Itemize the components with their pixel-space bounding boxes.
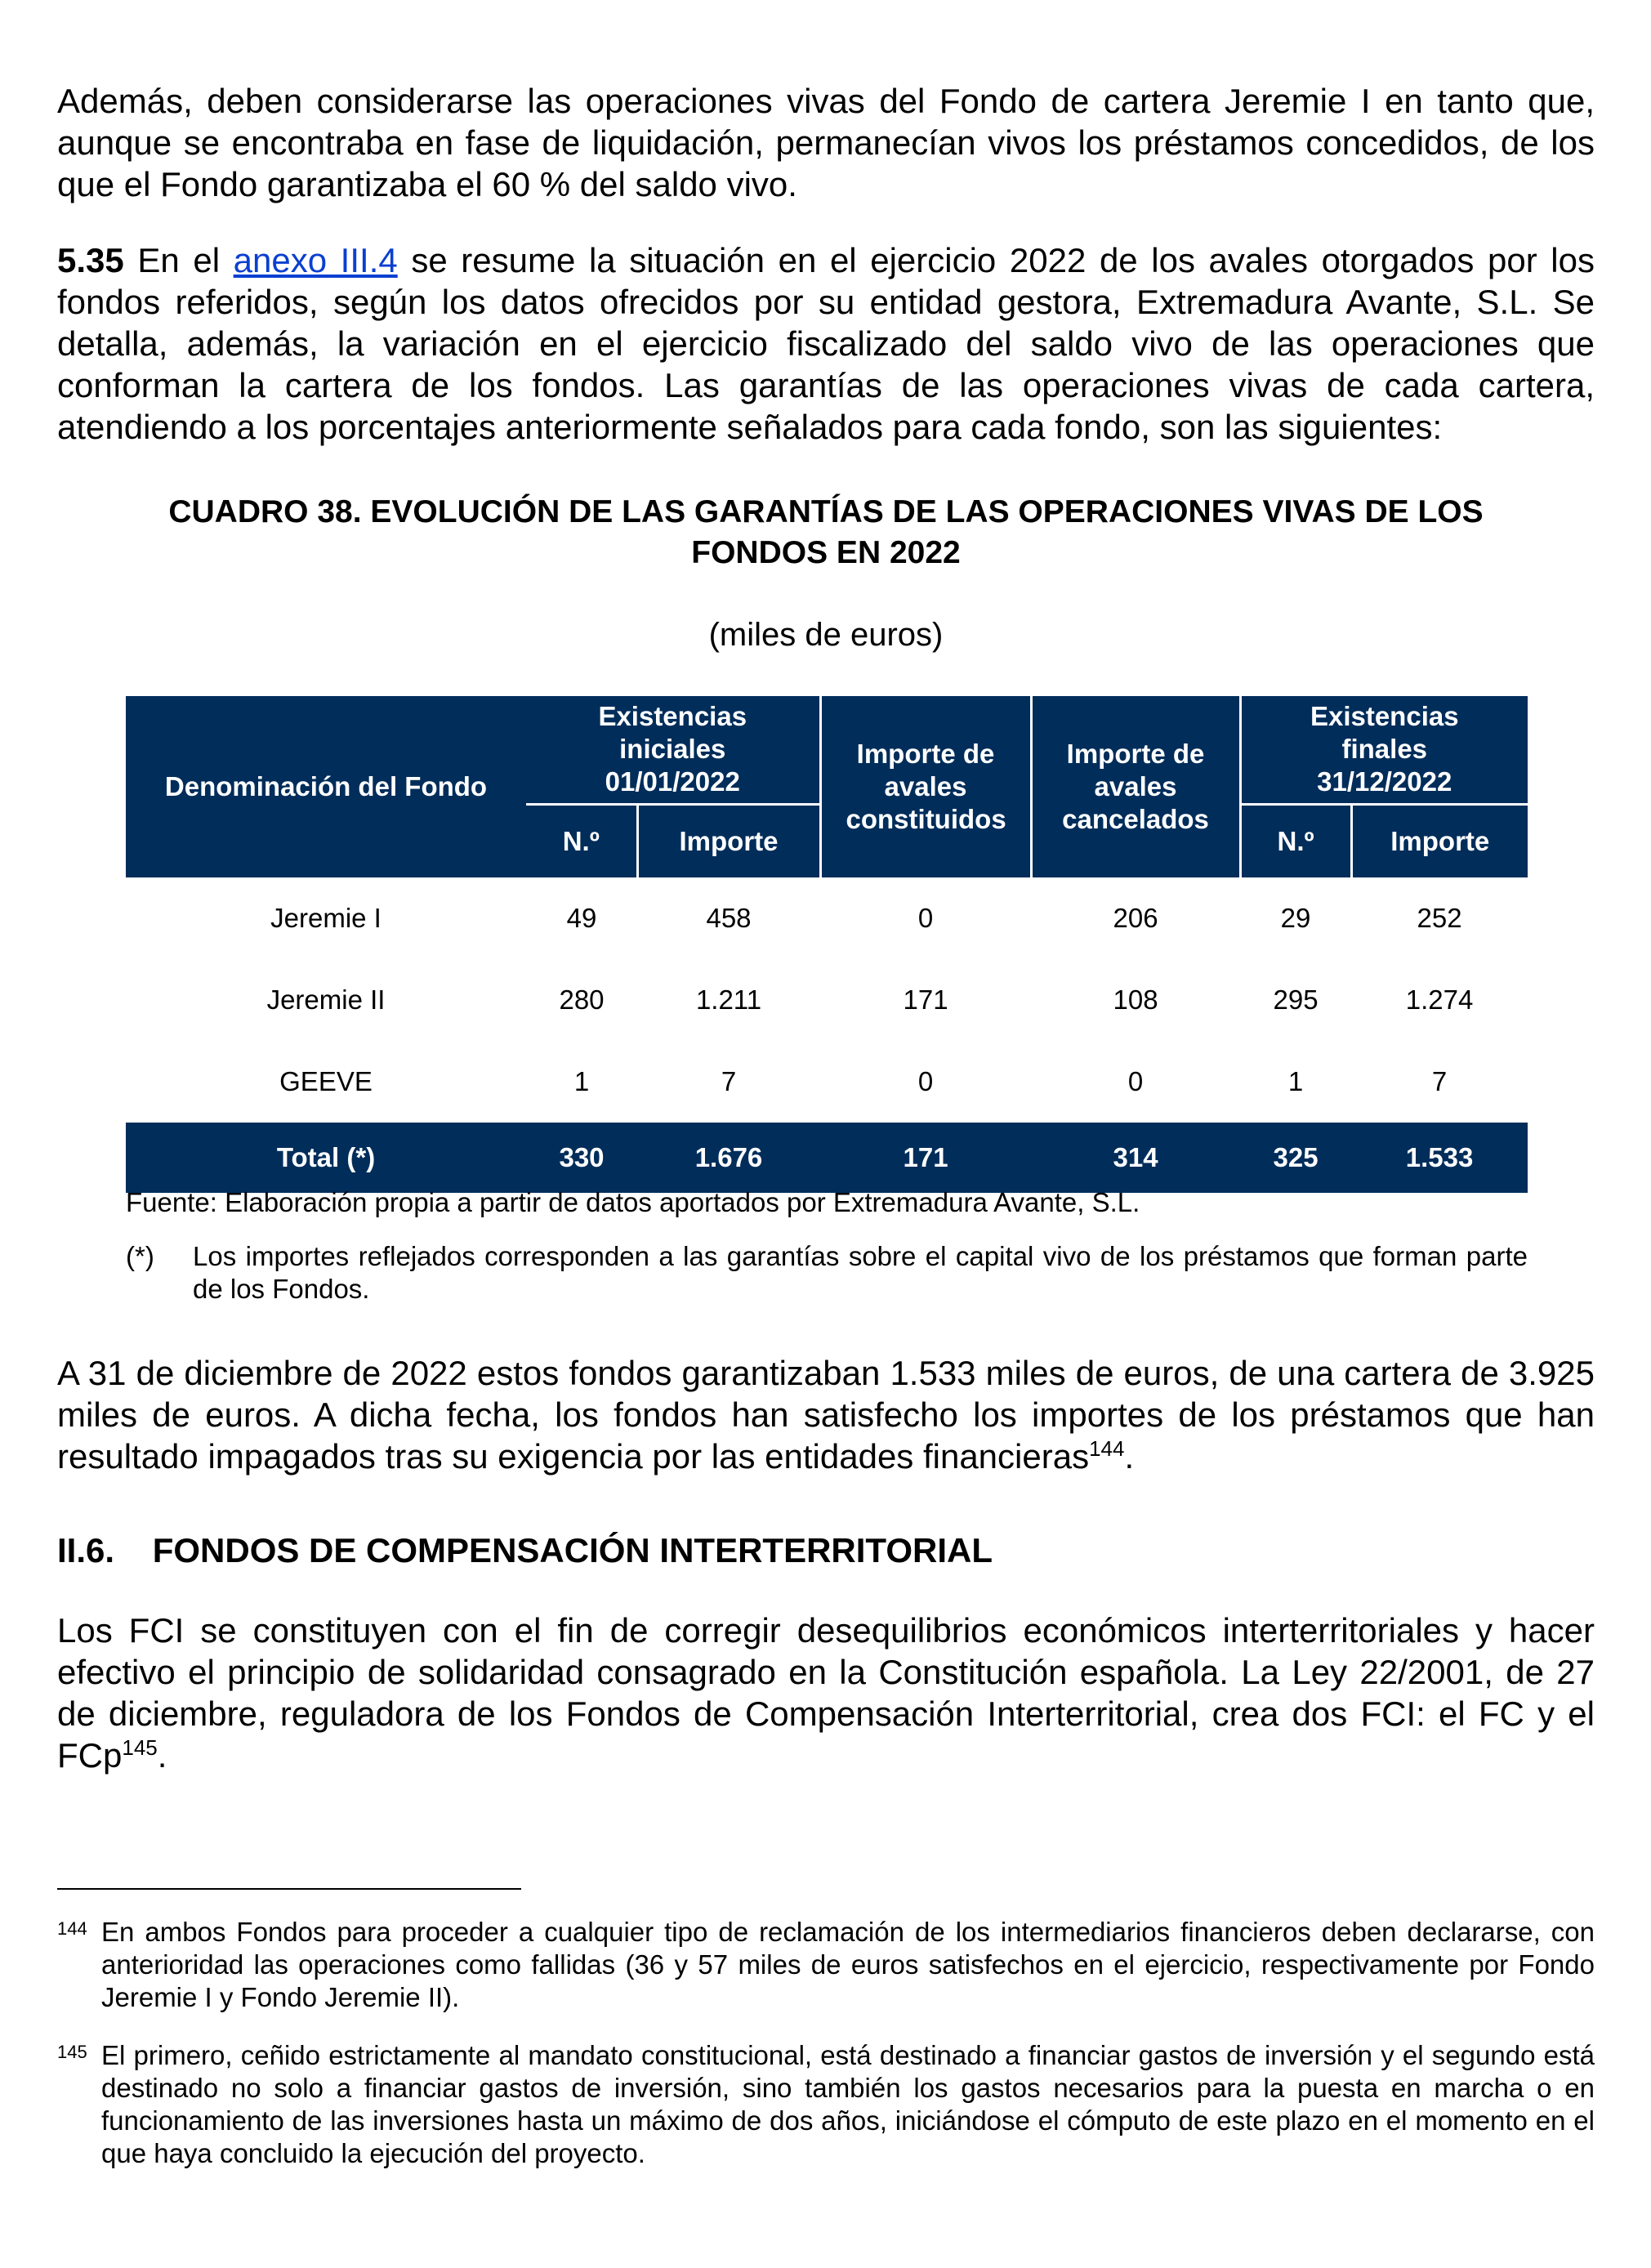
footnote-text: El primero, ceñido estrictamente al mandato constitucional, está destinado a financiar gastos de inversión y el segundo está destinado no solo a financiar gastos de inversión, sino también los gastos necesarios para la puesta en marcha o en funcionamiento de las inversiones hasta un máximo de dos años, iniciándose el cómputo de este plazo en el momento en el que haya concluido la ejecución del proyecto. (101, 2040, 1595, 2168)
header-initial-number: N.º (526, 804, 637, 877)
fund-name: GEEVE (279, 1066, 373, 1096)
paragraph-jeremie-i: Además, deben considerarse las operaciones vivas del Fondo de cartera Jeremie I en tanto que, aunque se encontraba en fase de liquidación, permanecían vivos los préstamos concedidos, de los que el Fondo garantizaba el 60 % del saldo vivo. (57, 82, 1595, 203)
header-final: Existencias finales 31/12/2022 (1240, 696, 1528, 804)
footnote-ref-144[interactable]: 144 (1089, 1436, 1125, 1461)
final-amount: 1.274 (1405, 984, 1474, 1015)
constituted-amount: 0 (917, 1066, 934, 1096)
final-number: 295 (1273, 984, 1319, 1015)
paragraph-text: A 31 de diciembre de 2022 estos fondos garantizaban 1.533 miles de euros, de una cartera de 3.925 miles de euros. A dicha fecha, los fondos han satisfecho los importes de los préstamos que han resultado impagados tras su exigencia por las entidades financieras (57, 1354, 1595, 1476)
initial-amount: 1.211 (695, 984, 762, 1015)
paragraph-end: . (157, 1736, 167, 1775)
table-note (126, 1240, 1528, 1306)
constituted-amount: 0 (917, 903, 934, 933)
footnote-divider (57, 1888, 521, 1890)
constituted-amount: 171 (903, 984, 948, 1015)
total-initial-number: 330 (526, 1123, 637, 1193)
footnote-number: 144 (57, 1918, 87, 1939)
table-row (126, 959, 1528, 1041)
table-title (57, 492, 1595, 574)
cancelled-amount: 108 (1113, 984, 1158, 1015)
header-constituted: Importe de avales constituidos (820, 696, 1031, 877)
note-text: Los importes reflejados corresponden a las garantías sobre el capital vivo de los préstamos que forman parte de los Fondos. (193, 1241, 1528, 1304)
table-total-row (126, 1123, 1528, 1193)
header-initial: Existencias iniciales 01/01/2022 (526, 696, 820, 804)
header-initial-amount: Importe (637, 804, 820, 877)
final-amount: 7 (1431, 1066, 1448, 1096)
initial-number: 280 (559, 984, 605, 1015)
guarantees-table (126, 696, 1528, 1193)
initial-amount: 7 (721, 1066, 737, 1096)
footnote-text: En ambos Fondos para proceder a cualquier tipo de reclamación de los intermediarios financieros deben declararse, con anterioridad las operaciones como fallidas (36 y 57 miles de euros satisfechos en el ejercicio, respectivamente por Fondo Jeremie I y Fondo Jeremie II). (101, 1917, 1595, 2012)
total-label: Total (*) (126, 1123, 526, 1193)
initial-number: 1 (573, 1066, 590, 1096)
paragraph-december-31 (57, 1352, 1595, 1477)
initial-amount: 458 (706, 903, 752, 933)
paragraph-number: 5.35 (57, 241, 124, 279)
table-units: (miles de euros) (708, 617, 944, 653)
total-final-amount: 1.533 (1351, 1123, 1528, 1193)
footnote-ref-145[interactable]: 145 (122, 1735, 158, 1760)
header-fund: Denominación del Fondo (126, 696, 526, 877)
total-initial-amount: 1.676 (637, 1123, 820, 1193)
table-title-line1: CUADRO 38. EVOLUCIÓN DE LAS GARANTÍAS DE LAS OPERACIONES VIVAS DE LOS (168, 494, 1484, 529)
cancelled-amount: 206 (1113, 903, 1158, 933)
final-number: 1 (1287, 1066, 1304, 1096)
paragraph-text-rest: se resume la situación en el ejercicio 2022 de los avales otorgados por los fondos referidos, según los datos ofrecidos por su entidad gestora, Extremadura Avante, S.L. Se detalla, además, la variación en el ejercicio fiscalizado del saldo vivo de las operaciones que conforman la cartera de los fondos. Las garantías de las operaciones vivas de cada cartera, atendiendo a los porcentajes anteriormente señalados para cada fondo, son las siguientes: (57, 241, 1595, 446)
table-row (126, 1041, 1528, 1123)
paragraph-text: Los FCI se constituyen con el fin de corregir desequilibrios económicos interterritoriales y hacer efectivo el principio de solidaridad consagrado en la Constitución española. La Ley 22/2001, de 27 de diciembre, reguladora de los Fondos de Compensación Interterritorial, crea dos FCI: el FC y el FCp (57, 1611, 1595, 1775)
annex-link[interactable]: anexo III.4 (233, 241, 398, 279)
table-title-line2: FONDOS EN 2022 (691, 535, 961, 570)
footnote-145 (57, 2039, 1595, 2170)
cancelled-amount: 0 (1127, 1066, 1144, 1096)
total-cancelled: 314 (1031, 1123, 1240, 1193)
section-heading: II.6. FONDOS DE COMPENSACIÓN INTERTERRITORIAL (57, 1531, 993, 1569)
paragraph-end: . (1124, 1437, 1135, 1476)
header-final-amount: Importe (1351, 804, 1528, 877)
final-amount: 252 (1417, 903, 1462, 933)
header-cancelled: Importe de avales cancelados (1031, 696, 1240, 877)
header-final-number: N.º (1240, 804, 1351, 877)
paragraph-fci (57, 1609, 1595, 1776)
note-marker: (*) (126, 1241, 154, 1271)
table-source: Fuente: Elaboración propia a partir de datos aportados por Extremadura Avante, S.L. (126, 1187, 1140, 1217)
final-number: 29 (1280, 903, 1311, 933)
paragraph-text-start: En el (123, 241, 234, 279)
paragraph-5-35 (57, 239, 1595, 448)
fund-name: Jeremie II (266, 984, 386, 1015)
total-constituted: 171 (820, 1123, 1031, 1193)
fund-name: Jeremie I (270, 903, 382, 933)
table-row (126, 877, 1528, 959)
footnote-144 (57, 1916, 1595, 2014)
footnote-number: 145 (57, 2042, 87, 2062)
total-final-number: 325 (1240, 1123, 1351, 1193)
initial-number: 49 (566, 903, 597, 933)
